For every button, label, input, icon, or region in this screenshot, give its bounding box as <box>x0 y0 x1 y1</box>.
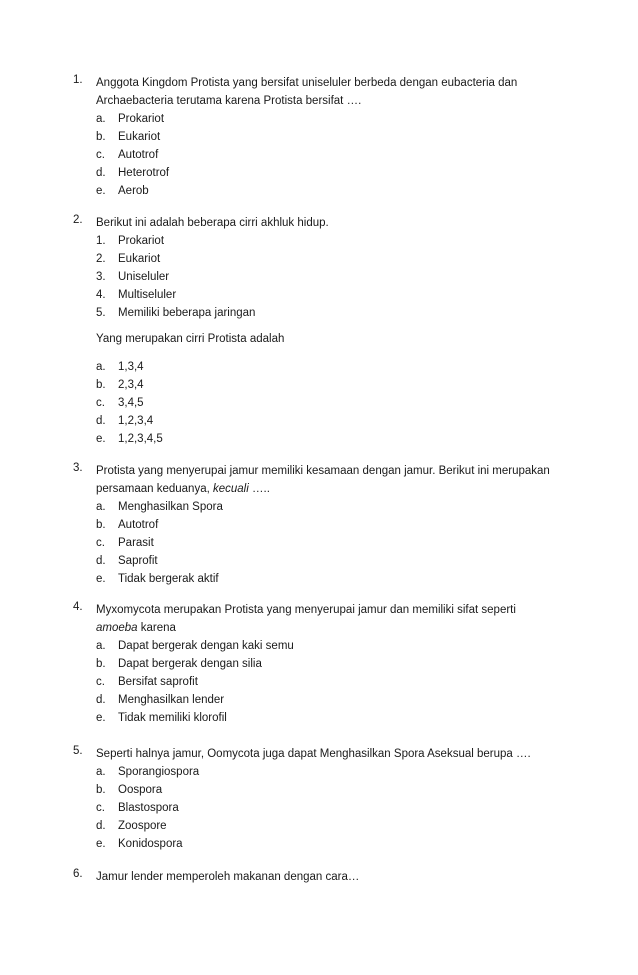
question-text-line: Seperti halnya jamur, Oomycota juga dapat Menghasilkan Spora Aseksual berupa …. <box>96 748 531 760</box>
option-label: b. <box>96 784 106 796</box>
option-e <box>0 182 638 200</box>
characteristic-list <box>0 232 638 322</box>
option-text: Menghasilkan lender <box>118 694 225 706</box>
characteristic-item <box>0 232 638 250</box>
option-text: Tidak memiliki klorofil <box>118 712 227 724</box>
characteristic-item <box>0 286 638 304</box>
option-text: Autotrof <box>118 149 159 161</box>
item-text: Prokariot <box>118 235 165 247</box>
option-a <box>0 763 638 781</box>
emphasis-text: kecuali <box>213 483 249 495</box>
option-text: Heterotrof <box>118 167 170 179</box>
question-number: 1. <box>73 74 83 86</box>
option-e <box>0 570 638 588</box>
option-text: 1,2,3,4 <box>118 415 154 427</box>
option-text: 3,4,5 <box>118 397 144 409</box>
option-c <box>0 394 638 412</box>
item-number: 1. <box>96 235 106 247</box>
question-text-line: Archaebacteria terutama karena Protista bersifat …. <box>96 95 362 107</box>
option-e <box>0 709 638 727</box>
characteristic-item <box>0 304 638 322</box>
option-d <box>0 552 638 570</box>
option-text: 1,3,4 <box>118 361 144 373</box>
option-label: d. <box>96 694 106 706</box>
question-text-line: Anggota Kingdom Protista yang bersifat uniseluler berbeda dengan eubacteria dan <box>96 77 518 89</box>
option-b <box>0 655 638 673</box>
option-text: Bersifat saprofit <box>118 676 198 688</box>
option-c <box>0 673 638 691</box>
option-text: Menghasilkan Spora <box>118 501 223 513</box>
question-4 <box>0 601 638 727</box>
option-b <box>0 781 638 799</box>
question-text <box>96 745 562 763</box>
question-text <box>96 74 562 110</box>
question-text-line <box>96 480 562 498</box>
option-text: Tidak bergerak aktif <box>118 573 219 585</box>
item-text: Memiliki beberapa jaringan <box>118 307 256 319</box>
option-label: d. <box>96 167 106 179</box>
option-text: Eukariot <box>118 131 161 143</box>
option-text: Sporangiospora <box>118 766 200 778</box>
item-text: Uniseluler <box>118 271 170 283</box>
option-list <box>0 110 638 200</box>
option-a <box>0 498 638 516</box>
question-prompt: Yang merupakan cirri Protista adalah <box>96 333 285 345</box>
option-label: a. <box>96 766 106 778</box>
question-text-line: Berikut ini adalah beberapa cirri akhluk hidup. <box>96 217 329 229</box>
characteristic-item <box>0 268 638 286</box>
option-text: Parasit <box>118 537 154 549</box>
option-c <box>0 146 638 164</box>
option-text: Dapat bergerak dengan kaki semu <box>118 640 294 652</box>
question-number: 6. <box>73 868 83 880</box>
option-label: b. <box>96 131 106 143</box>
option-list <box>0 763 638 853</box>
question-text <box>96 214 562 232</box>
option-b <box>0 516 638 534</box>
option-label: c. <box>96 537 105 549</box>
question-5 <box>0 745 638 853</box>
question-2 <box>0 214 638 448</box>
option-list <box>0 498 638 588</box>
question-text-line: Protista yang menyerupai jamur memiliki kesamaan dengan jamur. Berikut ini merupakan <box>96 465 550 477</box>
option-d <box>0 164 638 182</box>
option-text: Saprofit <box>118 555 158 567</box>
option-text: Autotrof <box>118 519 159 531</box>
question-text-line: Jamur lender memperoleh makanan dengan cara… <box>96 871 360 883</box>
option-label: a. <box>96 640 106 652</box>
option-text: 1,2,3,4,5 <box>118 433 163 445</box>
option-e <box>0 430 638 448</box>
option-text: Oospora <box>118 784 163 796</box>
option-d <box>0 817 638 835</box>
option-label: c. <box>96 676 105 688</box>
option-label: a. <box>96 361 106 373</box>
option-a <box>0 358 638 376</box>
question-text-line: Myxomycota merupakan Protista yang menyerupai jamur dan memiliki sifat seperti <box>96 604 516 616</box>
question-text <box>96 601 562 637</box>
item-text: Eukariot <box>118 253 161 265</box>
option-text: Prokariot <box>118 113 165 125</box>
option-b <box>0 376 638 394</box>
option-label: d. <box>96 555 106 567</box>
question-text-segment: karena <box>137 622 176 634</box>
option-c <box>0 534 638 552</box>
option-label: d. <box>96 820 106 832</box>
option-label: c. <box>96 802 105 814</box>
option-label: b. <box>96 519 106 531</box>
option-label: e. <box>96 573 106 585</box>
item-number: 3. <box>96 271 106 283</box>
question-text <box>96 868 562 886</box>
option-text: Konidospora <box>118 838 183 850</box>
emphasis-text: amoeba <box>96 622 138 634</box>
option-list <box>0 358 638 448</box>
option-label: e. <box>96 433 106 445</box>
question-number: 3. <box>73 462 83 474</box>
option-b <box>0 128 638 146</box>
item-number: 2. <box>96 253 106 265</box>
question-6 <box>0 868 638 886</box>
option-d <box>0 412 638 430</box>
option-label: c. <box>96 149 105 161</box>
question-number: 2. <box>73 214 83 226</box>
option-text: Zoospore <box>118 820 167 832</box>
question-number: 4. <box>73 601 83 613</box>
option-a <box>0 637 638 655</box>
option-label: d. <box>96 415 106 427</box>
option-label: e. <box>96 185 106 197</box>
option-text: Dapat bergerak dengan silia <box>118 658 262 670</box>
question-text <box>96 462 562 498</box>
option-label: a. <box>96 113 106 125</box>
option-a <box>0 110 638 128</box>
option-e <box>0 835 638 853</box>
option-label: e. <box>96 838 106 850</box>
question-text-segment: persamaan keduanya, <box>96 483 213 495</box>
question-3 <box>0 462 638 588</box>
option-d <box>0 691 638 709</box>
option-list <box>0 637 638 727</box>
option-text: Aerob <box>118 185 149 197</box>
question-1 <box>0 74 638 200</box>
option-label: e. <box>96 712 106 724</box>
option-label: c. <box>96 397 105 409</box>
option-c <box>0 799 638 817</box>
option-label: b. <box>96 379 106 391</box>
item-number: 4. <box>96 289 106 301</box>
item-text: Multiseluler <box>118 289 177 301</box>
item-number: 5. <box>96 307 106 319</box>
option-text: Blastospora <box>118 802 179 814</box>
question-text-line <box>96 619 562 637</box>
option-text: 2,3,4 <box>118 379 144 391</box>
characteristic-item <box>0 250 638 268</box>
question-number: 5. <box>73 745 83 757</box>
question-text-segment: ….. <box>248 483 270 495</box>
option-label: a. <box>96 501 106 513</box>
option-label: b. <box>96 658 106 670</box>
